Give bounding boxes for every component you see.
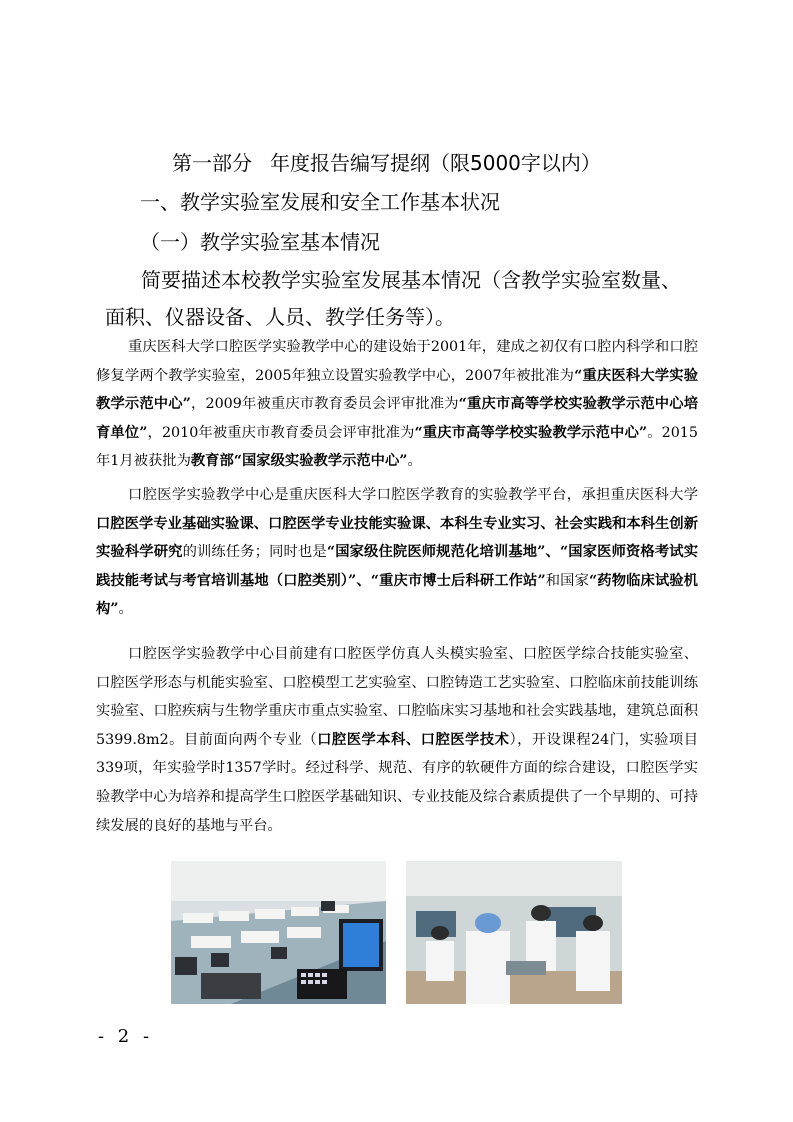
part-heading xyxy=(172,147,601,176)
bold-run: “国家级住院医师规范化培训基地”、“国家医师资格考试实践技能考试与考官培训基地（口腔类别）”、“重庆市博士后科研工作站” xyxy=(96,544,699,589)
lab-photo-simulation-room xyxy=(171,861,386,1004)
text-run: 的训练任务；同时也是 xyxy=(182,544,327,561)
bold-run: 口腔医学本科、口腔医学技术 xyxy=(317,731,510,748)
text-run: 口腔医学实验教学中心是重庆医科大学口腔医学教育的实验教学平台，承担重庆医科大学 xyxy=(128,487,698,503)
body-paragraph xyxy=(96,640,698,840)
bold-run: 教育部“国家级实验教学示范中心” xyxy=(190,453,408,470)
bold-run: “重庆市高等学校实验教学示范中心” xyxy=(414,424,648,441)
text-run: ，2009年被重庆市教育委员会评审批准为 xyxy=(190,396,459,413)
text-run: 。 xyxy=(118,601,133,618)
text-run: 口腔医学实验教学中心目前建有口腔医学仿真人头模实验室、口腔医学综合技能实验室、口腔医学形态与机能实验室、口腔模型工艺实验室、口腔铸造工艺实验室、口腔临床前技能训练实验室、口腔疾病与生物学重庆市重点实验室、口腔临床实习基地和社会实践基地，建筑总面积5399.8m2。目前面向两个专业（ xyxy=(96,646,698,748)
part-heading-subtitle: 年度报告编写提纲（限5000字以内） xyxy=(270,151,601,175)
page-number: - 2 - xyxy=(98,1026,154,1047)
subsection-heading: （一）教学实验室基本情况 xyxy=(140,230,380,254)
body-paragraph xyxy=(96,333,698,476)
text-run: ，2010年被重庆市教育委员会评审批准为 xyxy=(147,424,415,441)
part-heading-title: 第一部分 xyxy=(172,151,252,175)
text-run: 。2015年1月被获批为 xyxy=(96,424,698,470)
body-paragraph xyxy=(96,481,698,624)
text-run: 和国家 xyxy=(545,572,589,589)
bold-run: “重庆市高等学校实验教学示范中心培育单位” xyxy=(96,396,698,441)
text-run: 重庆医科大学口腔医学实验教学中心的建设始于2001年，建成之初仅有口腔内科学和口腔修复学两个教学实验室，2005年独立设置实验教学中心，2007年被批准为 xyxy=(96,339,698,384)
lab-photo-clinical-training xyxy=(406,861,622,1004)
text-run: 。 xyxy=(407,453,422,470)
bold-run: “重庆医科大学实验教学示范中心” xyxy=(96,367,698,413)
text-run: ），开设课程24门，实验项目339项，年实验学时1357学时。经过科学、规范、有序的软硬件方面的综合建设，口腔医学实验教学中心为培养和提高学生口腔医学基础知识、专业技能及综合素质提供了一个早期的、可持续发展的良好的基地与平台。 xyxy=(96,731,698,834)
lead-instruction: 简要描述本校教学实验室发展基本情况（含教学实验室数量、面积、仪器设备、人员、教学任务等）。 xyxy=(105,268,681,329)
section-heading: 一、教学实验室发展和安全工作基本状况 xyxy=(140,190,500,214)
bold-run: “药物临床试验机构” xyxy=(96,572,698,618)
bold-run: 口腔医学专业基础实验课、口腔医学专业技能实验课、本科生专业实习、社会实践和本科生创新实验科学研究 xyxy=(96,515,698,561)
